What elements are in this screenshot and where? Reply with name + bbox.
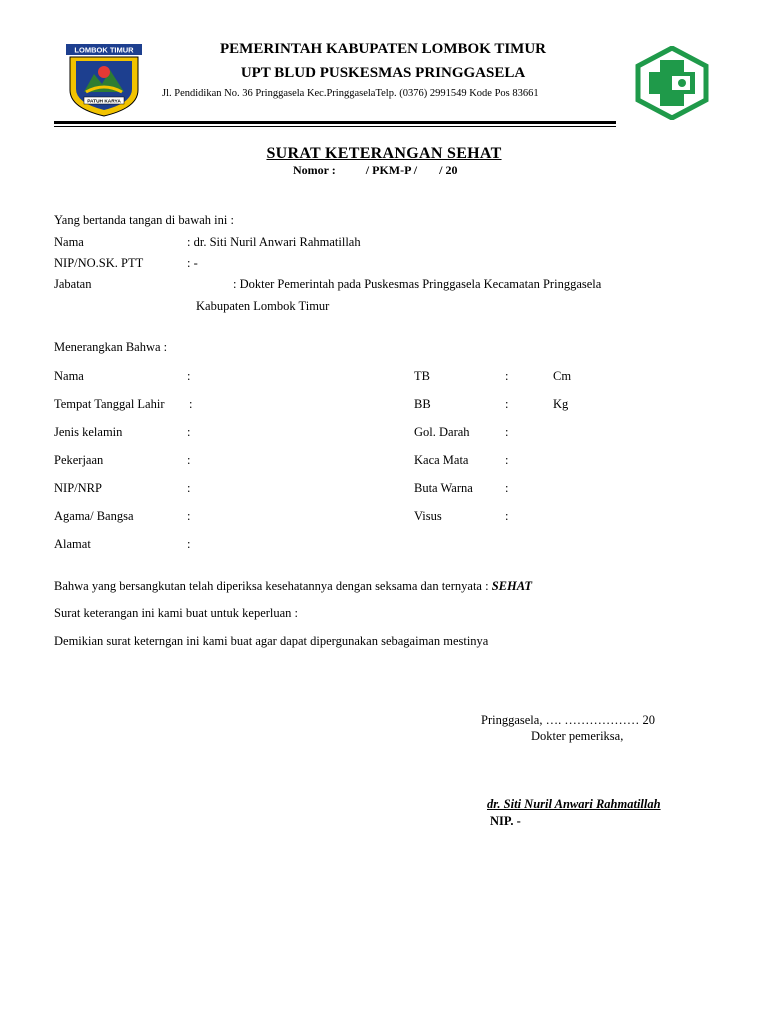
field-unit-kg: Kg	[553, 397, 569, 411]
field-label-buta-warna: Buta Warna	[414, 481, 473, 495]
field-label-visus: Visus	[414, 509, 442, 523]
field-label-agama-bangsa: Agama/ Bangsa	[54, 509, 134, 523]
statement-result: SEHAT	[491, 579, 532, 593]
field-label-tb: TB	[414, 369, 430, 383]
statement-examination-text: Bahwa yang bersangkutan telah diperiksa kesehatannya dengan seksama dan ternyata :	[54, 579, 492, 593]
signature-name: dr. Siti Nuril Anwari Rahmatillah	[487, 797, 661, 811]
letterhead-line-1: PEMERINTAH KABUPATEN LOMBOK TIMUR	[220, 41, 546, 57]
field-label-gol-darah: Gol. Darah	[414, 425, 470, 439]
field-label-bb: BB	[414, 397, 431, 411]
signer-intro: Yang bertanda tangan di bawah ini :	[54, 213, 234, 227]
logo-left-banner: PATUH KARYA	[87, 99, 121, 105]
field-colon: :	[505, 481, 509, 495]
puskesmas-logo	[632, 46, 712, 120]
field-colon: :	[189, 397, 193, 411]
signer-jabatan-value-2: Kabupaten Lombok Timur	[196, 299, 330, 313]
field-label-nama: Nama	[54, 369, 84, 383]
document-number	[293, 163, 457, 178]
field-colon: :	[505, 509, 509, 523]
signer-nip-label: NIP/NO.SK. PTT	[54, 256, 144, 270]
field-colon: :	[187, 481, 191, 495]
field-label-alamat: Alamat	[54, 537, 91, 551]
statement-purpose: Surat keterangan ini kami buat untuk keperluan :	[54, 606, 299, 620]
signature-nip: NIP. -	[490, 814, 521, 828]
field-label-ttl: Tempat Tanggal Lahir	[54, 397, 165, 411]
signer-name-value: : dr. Siti Nuril Anwari Rahmatillah	[187, 235, 361, 249]
signer-nip-value: : -	[187, 256, 198, 270]
letterhead-divider-thick	[54, 121, 616, 124]
letterhead-address: Jl. Pendidikan No. 36 Pringgasela Kec.PringgaselaTelp. (0376) 2991549 Kode Pos 83661	[162, 88, 539, 99]
logo-left-text: LOMBOK TIMUR	[74, 45, 134, 55]
letterhead-divider-thin	[54, 126, 616, 127]
field-colon: :	[187, 425, 191, 439]
field-colon: :	[187, 509, 191, 523]
signature-place-date: Pringgasela, …. ……………… 20	[481, 713, 655, 727]
field-label-jenis-kelamin: Jenis kelamin	[54, 425, 123, 439]
signer-name-label: Nama	[54, 235, 84, 249]
field-colon: :	[505, 369, 509, 383]
field-colon: :	[187, 453, 191, 467]
statement-examination	[54, 579, 532, 594]
field-colon: :	[505, 453, 509, 467]
field-colon: :	[505, 425, 509, 439]
letterhead-line-2: UPT BLUD PUSKESMAS PRINGGASELA	[240, 65, 526, 81]
field-colon: :	[187, 369, 191, 383]
field-label-kaca-mata: Kaca Mata	[414, 453, 469, 467]
field-unit-cm: Cm	[553, 369, 572, 383]
patient-intro: Menerangkan Bahwa :	[54, 340, 168, 354]
statement-closing: Demikian surat keterngan ini kami buat agar dapat dipergunakan sebagaiman mestinya	[54, 634, 489, 648]
field-label-nip-nrp: NIP/NRP	[54, 481, 102, 495]
nomor-mid: / PKM-P /	[365, 163, 418, 177]
nomor-end: / 20	[439, 163, 458, 177]
field-colon: :	[187, 537, 191, 551]
nomor-label: Nomor :	[293, 163, 336, 177]
field-label-pekerjaan: Pekerjaan	[54, 453, 104, 467]
signature-role: Dokter pemeriksa,	[531, 729, 624, 743]
field-colon: :	[505, 397, 509, 411]
signer-jabatan-value-1: : Dokter Pemerintah pada Puskesmas Pringgasela Kecamatan Pringgasela	[233, 277, 602, 291]
document-title: SURAT KETERANGAN SEHAT	[266, 145, 502, 162]
signer-jabatan-label: Jabatan	[54, 277, 92, 291]
lombok-timur-logo	[64, 42, 144, 118]
